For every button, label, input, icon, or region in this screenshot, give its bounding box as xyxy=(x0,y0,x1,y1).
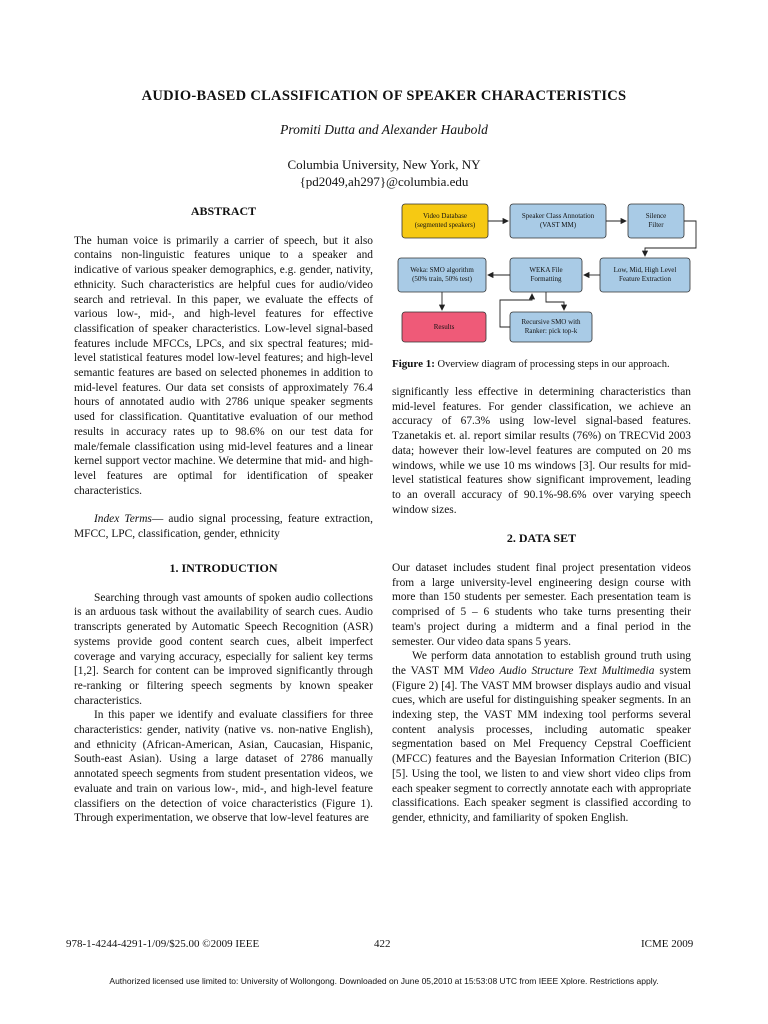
affiliation-email: {pd2049,ah297}@columbia.edu xyxy=(299,174,469,189)
paper-title: AUDIO-BASED CLASSIFICATION OF SPEAKER CHARACTERISTICS xyxy=(141,88,627,104)
figure-1-diagram xyxy=(392,196,702,346)
abstract-section xyxy=(74,204,373,542)
figure-1-caption-text: Overview diagram of processing steps in our approach. xyxy=(437,359,670,370)
box-video-database-line2: (segmented speakers) xyxy=(414,221,476,229)
figure-1-caption xyxy=(392,358,702,370)
box-weka-smo-line1: Weka: SMO algorithm xyxy=(410,266,474,274)
index-terms-label: Index Terms xyxy=(94,513,152,526)
box-speaker-annotation-line1: Speaker Class Annotation xyxy=(521,212,595,220)
index-terms xyxy=(74,512,373,541)
box-weka-file-line2: Formatting xyxy=(530,275,562,283)
arrow-weka-file-to-recursive xyxy=(546,292,564,310)
figure-1-caption-label: Figure 1: xyxy=(392,358,435,370)
data-set-paragraph-2 xyxy=(392,649,691,825)
box-weka-file-line1: WEKA File xyxy=(529,266,563,274)
vast-mm-expansion: Video Audio Structure Text Multimedia xyxy=(468,664,655,677)
right-column xyxy=(392,385,691,826)
footer-copyright: 978-1-4244-4291-1/09/$25.00 ©2009 IEEE xyxy=(66,938,260,950)
introduction-paragraph-1: Searching through vast amounts of spoken audio collections is an arduous task without the availability of search cues. Audio transcripts generated by Automatic Speech Recognition (ASR) systems provide good content search cues, albeit imperfect coverage and varying accuracy, especially for salient key terms [1,2]. Search for content can be improved significantly through re-ranking or filtering speech segments by known speaker characteristics. xyxy=(74,591,373,707)
box-speaker-annotation-line2: (VAST MM) xyxy=(539,221,577,229)
data-set-paragraph-2-start: We perform data annotation to establish ground truth using the VAST MM xyxy=(392,650,691,677)
box-video-database-line1: Video Database xyxy=(422,212,468,220)
index-terms-list: audio signal processing, feature extraction, MFCC, LPC, classification, gender, ethnicity xyxy=(74,513,373,541)
paper-authors: Promiti Dutta and Alexander Haubold xyxy=(280,122,488,137)
data-set-heading: 2. DATA SET xyxy=(506,531,577,546)
introduction-paragraph-2: In this paper we identify and evaluate classifiers for three characteristics: gender, nativity (native vs. non-native English), and ethnicity (African-American, Asian, Caucasian, Hispanic, South-east Asian). Using a large dataset of 2786 manually annotated speech segments from student presentation videos, we evaluate and train on various low-, mid-, and high-level feature classifiers on the detection of voice characteristics (Figure 1). Through experimentation, we observe that low-level features are xyxy=(74,709,373,825)
box-silence-filter-line1: Silence xyxy=(645,212,667,220)
processing-flow-diagram xyxy=(392,196,702,346)
footer-conference: ICME 2009 xyxy=(641,938,694,950)
box-feature-extraction-line1: Low, Mid, High Level xyxy=(613,266,677,274)
index-terms-dash: — xyxy=(151,513,169,526)
affiliation xyxy=(0,156,768,190)
right-column-paragraph-1: significantly less effective in determining characteristics than mid-level features. For gender classification, we achieve an accuracy of 67.3% using low-level signal-based features. Tzanetakis et. al. report similar results (76%) on TRECVid 2003 data; however their low-level features are computed on 20 ms windows, while we use 10 ms windows [3]. Our results for mid-level statistical features show significant improvement, leading to an overall accuracy of 90.1%-98.6% over varying speech window sizes. xyxy=(392,386,691,516)
box-results-label: Results xyxy=(433,323,455,331)
affiliation-institution: Columbia University, New York, NY xyxy=(287,157,481,172)
box-silence-filter-line2: Filter xyxy=(648,221,664,229)
abstract-heading: ABSTRACT xyxy=(190,204,257,218)
box-recursive-smo-line1: Recursive SMO with xyxy=(521,318,581,326)
introduction-heading: 1. INTRODUCTION xyxy=(169,561,278,575)
license-banner: Authorized licensed use limited to: University of Wollongong. Downloaded on June 05,2010 at 15:53:08 UTC from IEEE Xplore. Restrictions apply. xyxy=(109,976,659,986)
data-set-paragraph-2-rest: system (Figure 2) [4]. The VAST MM browser displays audio and visual cues, which are useful for distinguishing speaker segments. In an indexing step, the VAST MM indexing tool performs several content analysis processes, including automatic speaker segmentation based on Mel Frequency Cepstral Coefficient (MFCC) features and the Bayesian Information Criterion (BIC) [5]. Using the tool, we listen to and view short video clips from each speaker segment to correctly annotate each with appropriate classifications. Each speaker segment is classified according to gender, ethnicity, and familiarity of spoken English. xyxy=(392,664,691,824)
data-set-paragraph-1: Our dataset includes student final project presentation videos from a large university-level engineering design course with more than 150 students per semester. Each presentation team is comprised of 5 – 6 students who take turns presenting their team's project during a midterm and a final period in the semester. Our video data spans 5 years. xyxy=(392,562,691,648)
footer-page-number: 422 xyxy=(374,938,391,950)
box-feature-extraction-line2: Feature Extraction xyxy=(619,275,671,283)
box-weka-smo-line2: (50% train, 50% test) xyxy=(412,275,472,283)
abstract-text: The human voice is primarily a carrier of speech, but it also contains non-linguistic features unique to a speaker and indicative of various speaker demographics, e.g. gender, nativity, ethnicity. Such characteristics are helpful cues for audio/video search and retrieval. In this paper, we evaluate the effects of various low-, mid-, and high-level features for effective classification of speaker characteristics. Low-level signal-based features include MFCCs, LPCs, and six spectral features; mid-level statistical features model low-level features; and high-level semantic features are based on selected phonemes in addition to mid-level features. Our data set consists of approximately 76.4 hours of annotated audio with 2786 unique speaker segments used for classification. Quantitative evaluation of our method results in accuracy rates up to 98.6% on our test data for male/female classification using mid-level features and a linear kernel support vector machine. We determine that mid- and high-level features are optimal for identification of speaker characteristics. xyxy=(74,234,373,497)
introduction-section xyxy=(74,561,373,826)
box-recursive-smo-line2: Ranker: pick top-k xyxy=(524,327,578,335)
